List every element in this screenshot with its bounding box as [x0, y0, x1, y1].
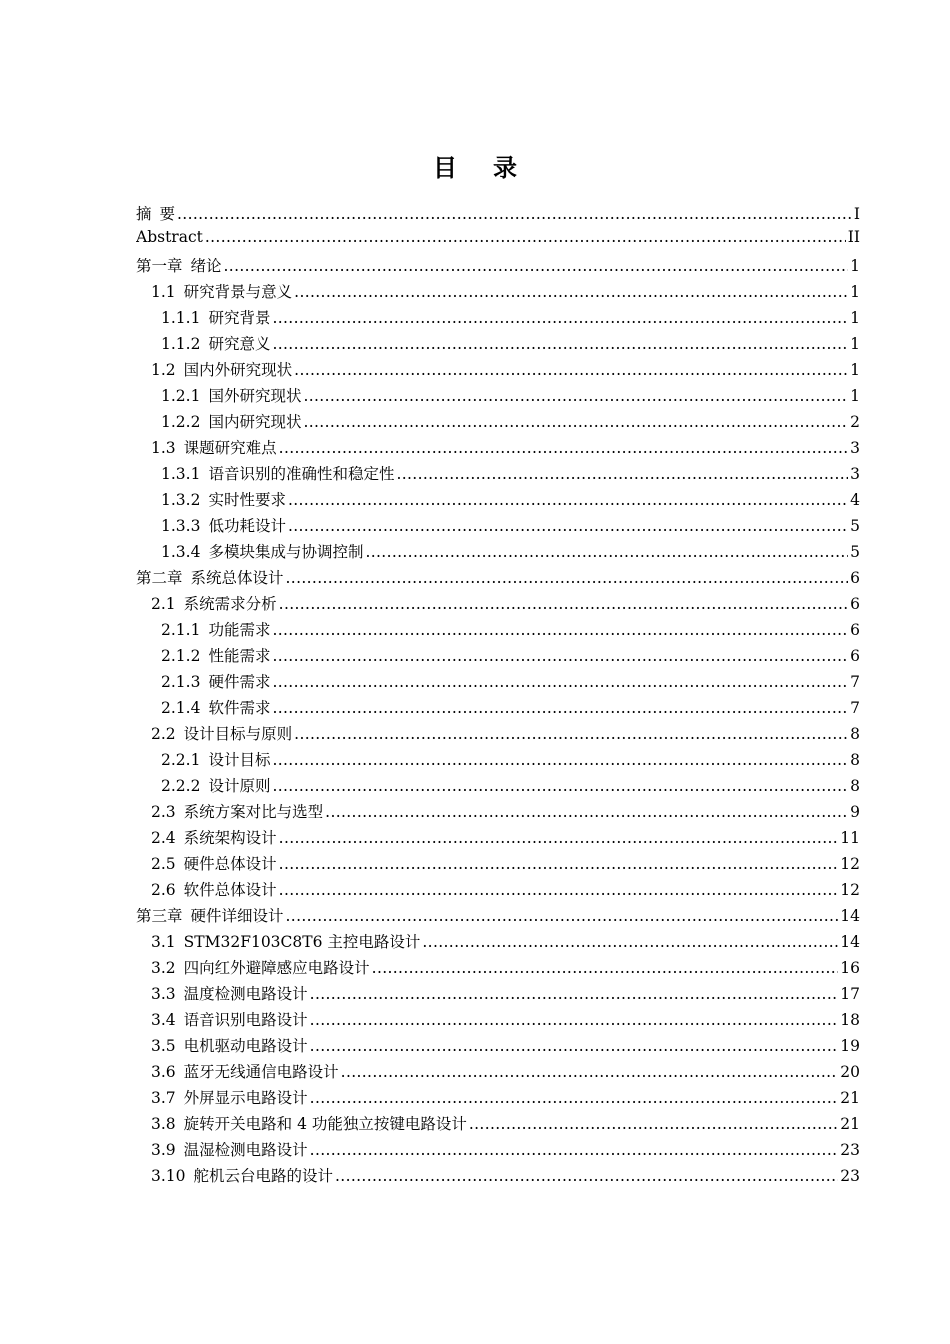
toc-entry-page-number: 1: [850, 309, 860, 327]
toc-entry[interactable]: [136, 956, 860, 982]
toc-entry-text: 四向红外避障感应电路设计: [183, 959, 370, 977]
toc-entry-text: 软件总体设计: [183, 881, 277, 899]
toc-entry-text: 舵机云台电路的设计: [193, 1167, 334, 1185]
toc-entry[interactable]: [136, 774, 860, 800]
toc-entry-label: [161, 774, 270, 796]
toc-entry-label: [161, 748, 270, 770]
toc-entry-label: [151, 1112, 467, 1134]
toc-entry-label: [151, 800, 323, 822]
toc-entry[interactable]: [136, 878, 860, 904]
toc-entry[interactable]: [136, 1086, 860, 1112]
toc-entry-label: [161, 618, 270, 640]
toc-entry-page-number: 12: [840, 855, 860, 873]
toc-entry-number: 第一章: [136, 257, 183, 275]
toc-entry-page-number: 23: [840, 1167, 860, 1185]
toc-entry-page-number: 21: [840, 1089, 860, 1107]
toc-entry-page-number: 5: [850, 517, 860, 535]
toc-entry-number: 3.10: [151, 1167, 186, 1185]
toc-entry[interactable]: [136, 540, 860, 566]
toc-entry-label: [161, 384, 301, 406]
toc-entry-page-number: 1: [850, 283, 860, 301]
toc-entry-page-number: 23: [840, 1141, 860, 1159]
toc-entry[interactable]: [136, 462, 860, 488]
toc-entry-page-number: 8: [850, 725, 860, 743]
toc-entry-text: 旋转开关电路和 4 功能独立按键电路设计: [183, 1115, 467, 1133]
toc-entry-page-number: II: [847, 228, 860, 246]
toc-entry-page-number: 18: [840, 1011, 860, 1029]
toc-entry-text: 语音识别的准确性和稳定性: [208, 465, 395, 483]
toc-entry-label: [151, 1164, 333, 1186]
dot-leader: [310, 1089, 839, 1107]
toc-entry-number: 1.1: [151, 283, 176, 301]
dot-leader: [286, 569, 849, 587]
toc-entry-text: 课题研究难点: [183, 439, 277, 457]
toc-entry-number: 3.7: [151, 1089, 176, 1107]
toc-entry-number: 2.5: [151, 855, 176, 873]
toc-entry-label: [151, 930, 420, 952]
toc-entry-page-number: 8: [850, 777, 860, 795]
toc-entry-number: 第二章: [136, 569, 183, 587]
dot-leader: [341, 1063, 839, 1081]
toc-entry-label: [136, 202, 175, 224]
dot-leader: [272, 777, 848, 795]
toc-entry-page-number: 4: [850, 491, 860, 509]
toc-entry-label: [161, 696, 270, 718]
toc-entry-number: 3.3: [151, 985, 176, 1003]
toc-entry-page-number: 7: [850, 673, 860, 691]
toc-entry[interactable]: [136, 696, 860, 722]
toc-entry-page-number: 14: [840, 933, 860, 951]
dot-leader: [224, 257, 849, 275]
toc-entry[interactable]: [136, 644, 860, 670]
toc-entry-label: [151, 1086, 308, 1108]
toc-entry-text: 性能需求: [208, 647, 271, 665]
dot-leader: [303, 387, 848, 405]
toc-entry-label: [151, 826, 277, 848]
toc-entry-page-number: 20: [840, 1063, 860, 1081]
dot-leader: [288, 517, 848, 535]
toc-entry-label: [161, 514, 286, 536]
toc-entry-label: [161, 540, 363, 562]
toc-entry-text: 国外研究现状: [208, 387, 302, 405]
dot-leader: [205, 228, 846, 246]
toc-entry-page-number: 1: [850, 335, 860, 353]
toc-entry[interactable]: [136, 1112, 860, 1138]
toc-entry-number: 2.1.4: [161, 699, 201, 717]
dot-leader: [272, 621, 848, 639]
toc-entry-text: 温湿检测电路设计: [183, 1141, 308, 1159]
toc-entry-text: 低功耗设计: [208, 517, 286, 535]
toc-entry-number: 摘: [136, 205, 152, 223]
dot-leader: [272, 309, 848, 327]
toc-entry[interactable]: [136, 1164, 860, 1190]
dot-leader: [177, 205, 852, 223]
dot-leader: [365, 543, 848, 561]
toc-entry[interactable]: [136, 306, 860, 332]
dot-leader: [310, 1141, 839, 1159]
toc-entry[interactable]: [136, 852, 860, 878]
dot-leader: [422, 933, 838, 951]
dot-leader: [335, 1167, 838, 1185]
toc-entry-text: 功能需求: [208, 621, 271, 639]
dot-leader: [310, 1037, 839, 1055]
toc-entry[interactable]: [136, 1034, 860, 1060]
toc-entry-text: 温度检测电路设计: [183, 985, 308, 1003]
toc-entry-number: 3.9: [151, 1141, 176, 1159]
toc-entry-number: 2.2.2: [161, 777, 201, 795]
toc-entry[interactable]: [136, 670, 860, 696]
toc-entry-text: 绪论: [190, 257, 222, 275]
toc-entry[interactable]: [136, 410, 860, 436]
toc-entry-label: [161, 644, 270, 666]
toc-entry-text: 研究意义: [208, 335, 271, 353]
toc-entry-label: [161, 332, 270, 354]
toc-entry-label: [161, 488, 286, 510]
toc-entry-number: 1.3.2: [161, 491, 201, 509]
dot-leader: [279, 829, 839, 847]
toc-entry-number: 2.2: [151, 725, 176, 743]
toc-entry-text: 语音识别电路设计: [183, 1011, 308, 1029]
toc-entry-number: 2.1.3: [161, 673, 201, 691]
toc-entry-text: 设计目标: [208, 751, 271, 769]
toc-entry-label: [136, 904, 284, 926]
toc-entry[interactable]: [136, 904, 860, 930]
toc-entry-number: 1.1.2: [161, 335, 201, 353]
toc-entry-page-number: 5: [850, 543, 860, 561]
page-title: [0, 148, 950, 183]
toc-entry-page-number: 3: [850, 439, 860, 457]
toc-entry-text: 系统总体设计: [190, 569, 284, 587]
toc-entry[interactable]: [136, 436, 860, 462]
toc-entry[interactable]: [136, 826, 860, 852]
toc-entry-number: 1.3.1: [161, 465, 201, 483]
toc-entry[interactable]: [136, 800, 860, 826]
toc-entry-number: 3.5: [151, 1037, 176, 1055]
toc-entry-page-number: 2: [850, 413, 860, 431]
toc-entry[interactable]: [136, 930, 860, 956]
toc-entry-text: 外屏显示电路设计: [183, 1089, 308, 1107]
dot-leader: [303, 413, 848, 431]
toc-entry-label: [161, 410, 301, 432]
toc-entry-number: 3.4: [151, 1011, 176, 1029]
dot-leader: [272, 751, 848, 769]
dot-leader: [294, 361, 848, 379]
toc-entry[interactable]: [136, 254, 860, 280]
toc-entry-label: [161, 306, 270, 328]
toc-entry-text: 国内研究现状: [208, 413, 302, 431]
dot-leader: [310, 985, 839, 1003]
toc-entry-label: [151, 852, 277, 874]
toc-entry[interactable]: [136, 202, 860, 228]
toc-entry-label: [151, 592, 277, 614]
toc-entry[interactable]: [136, 982, 860, 1008]
toc-entry-number: 2.1: [151, 595, 176, 613]
toc-entry-label: [151, 956, 370, 978]
toc-entry-number: 1.2.1: [161, 387, 201, 405]
toc-entry[interactable]: [136, 1060, 860, 1086]
table-of-contents: [136, 202, 860, 1190]
toc-entry-text: 硬件详细设计: [190, 907, 284, 925]
toc-entry-page-number: 3: [850, 465, 860, 483]
toc-entry-text: 国内外研究现状: [183, 361, 293, 379]
toc-entry-number: 1.3.4: [161, 543, 201, 561]
toc-entry-text: 蓝牙无线通信电路设计: [183, 1063, 339, 1081]
toc-entry[interactable]: [136, 566, 860, 592]
toc-entry-label: [136, 228, 203, 246]
toc-entry-text: 设计原则: [208, 777, 271, 795]
toc-entry[interactable]: [136, 722, 860, 748]
toc-entry-text: 设计目标与原则: [183, 725, 293, 743]
toc-entry-text: 多模块集成与协调控制: [208, 543, 364, 561]
toc-entry-page-number: 6: [850, 647, 860, 665]
toc-entry-page-number: 11: [840, 829, 860, 847]
toc-entry-number: 2.4: [151, 829, 176, 847]
toc-entry-text: STM32F103C8T6 主控电路设计: [183, 933, 421, 951]
toc-entry-page-number: 1: [850, 361, 860, 379]
toc-entry-text: 电机驱动电路设计: [183, 1037, 308, 1055]
title-char-2: 录: [493, 153, 517, 182]
dot-leader: [272, 673, 848, 691]
toc-entry-page-number: 14: [840, 907, 860, 925]
dot-leader: [272, 647, 848, 665]
toc-entry-label: [161, 670, 270, 692]
toc-entry-number: 1.2.2: [161, 413, 201, 431]
toc-entry-label: [151, 1008, 308, 1030]
toc-entry[interactable]: [136, 1138, 860, 1164]
dot-leader: [288, 491, 848, 509]
toc-entry-text: 系统架构设计: [183, 829, 277, 847]
toc-entry-number: 2.6: [151, 881, 176, 899]
toc-entry-page-number: 8: [850, 751, 860, 769]
toc-entry[interactable]: [136, 592, 860, 618]
dot-leader: [279, 439, 848, 457]
toc-entry-page-number: 6: [850, 569, 860, 587]
toc-entry[interactable]: [136, 384, 860, 410]
toc-entry-text: 要: [159, 205, 176, 223]
toc-entry-page-number: 16: [840, 959, 860, 977]
toc-entry-label: [161, 462, 394, 484]
toc-entry-page-number: 9: [850, 803, 860, 821]
dot-leader: [286, 907, 839, 925]
toc-entry-text: 研究背景: [208, 309, 271, 327]
dot-leader: [272, 699, 848, 717]
toc-entry-number: 2.1.1: [161, 621, 201, 639]
toc-entry-number: 第三章: [136, 907, 183, 925]
toc-entry-number: 1.1.1: [161, 309, 201, 327]
toc-entry-label: [151, 878, 277, 900]
dot-leader: [469, 1115, 838, 1133]
toc-entry[interactable]: [136, 748, 860, 774]
toc-entry-label: [136, 254, 222, 276]
toc-entry-page-number: 17: [840, 985, 860, 1003]
toc-entry-label: [136, 566, 284, 588]
toc-entry[interactable]: [136, 514, 860, 540]
toc-entry-label: [151, 1034, 308, 1056]
dot-leader: [372, 959, 839, 977]
dot-leader: [294, 725, 848, 743]
toc-entry[interactable]: [136, 618, 860, 644]
dot-leader: [325, 803, 848, 821]
toc-entry-number: 3.2: [151, 959, 176, 977]
toc-entry-label: [151, 280, 292, 302]
toc-entry-number: 1.2: [151, 361, 176, 379]
toc-entry-page-number: 1: [850, 387, 860, 405]
dot-leader: [272, 335, 848, 353]
dot-leader: [310, 1011, 839, 1029]
toc-entry-number: 2.3: [151, 803, 176, 821]
dot-leader: [294, 283, 848, 301]
toc-entry-number: 2.1.2: [161, 647, 201, 665]
dot-leader: [279, 881, 839, 899]
toc-entry[interactable]: [136, 488, 860, 514]
toc-entry-text: 实时性要求: [208, 491, 286, 509]
toc-entry-text: Abstract: [136, 228, 203, 246]
toc-entry[interactable]: [136, 358, 860, 384]
toc-entry-page-number: 21: [840, 1115, 860, 1133]
toc-entry[interactable]: [136, 280, 860, 306]
toc-entry-page-number: 7: [850, 699, 860, 717]
toc-entry[interactable]: [136, 228, 860, 254]
toc-entry-text: 硬件总体设计: [183, 855, 277, 873]
toc-entry-text: 软件需求: [208, 699, 271, 717]
toc-entry-label: [151, 982, 308, 1004]
toc-entry-page-number: 1: [850, 257, 860, 275]
toc-entry-page-number: I: [853, 205, 860, 223]
toc-entry-label: [151, 358, 292, 380]
title-char-1: 目: [433, 153, 457, 182]
toc-entry-text: 硬件需求: [208, 673, 271, 691]
toc-entry-text: 系统方案对比与选型: [183, 803, 324, 821]
toc-entry-label: [151, 436, 277, 458]
dot-leader: [279, 595, 848, 613]
toc-entry-page-number: 6: [850, 595, 860, 613]
toc-entry-number: 3.6: [151, 1063, 176, 1081]
toc-entry-number: 1.3: [151, 439, 176, 457]
toc-entry[interactable]: [136, 332, 860, 358]
toc-entry-number: 2.2.1: [161, 751, 201, 769]
toc-entry-page-number: 6: [850, 621, 860, 639]
toc-entry-number: 3.8: [151, 1115, 176, 1133]
dot-leader: [396, 465, 848, 483]
toc-entry-text: 研究背景与意义: [183, 283, 293, 301]
toc-entry-number: 3.1: [151, 933, 176, 951]
toc-entry-number: 1.3.3: [161, 517, 201, 535]
dot-leader: [279, 855, 839, 873]
toc-entry-page-number: 19: [840, 1037, 860, 1055]
toc-entry-text: 系统需求分析: [183, 595, 277, 613]
toc-entry[interactable]: [136, 1008, 860, 1034]
toc-entry-page-number: 12: [840, 881, 860, 899]
toc-entry-label: [151, 1138, 308, 1160]
toc-entry-label: [151, 1060, 339, 1082]
toc-entry-label: [151, 722, 292, 744]
